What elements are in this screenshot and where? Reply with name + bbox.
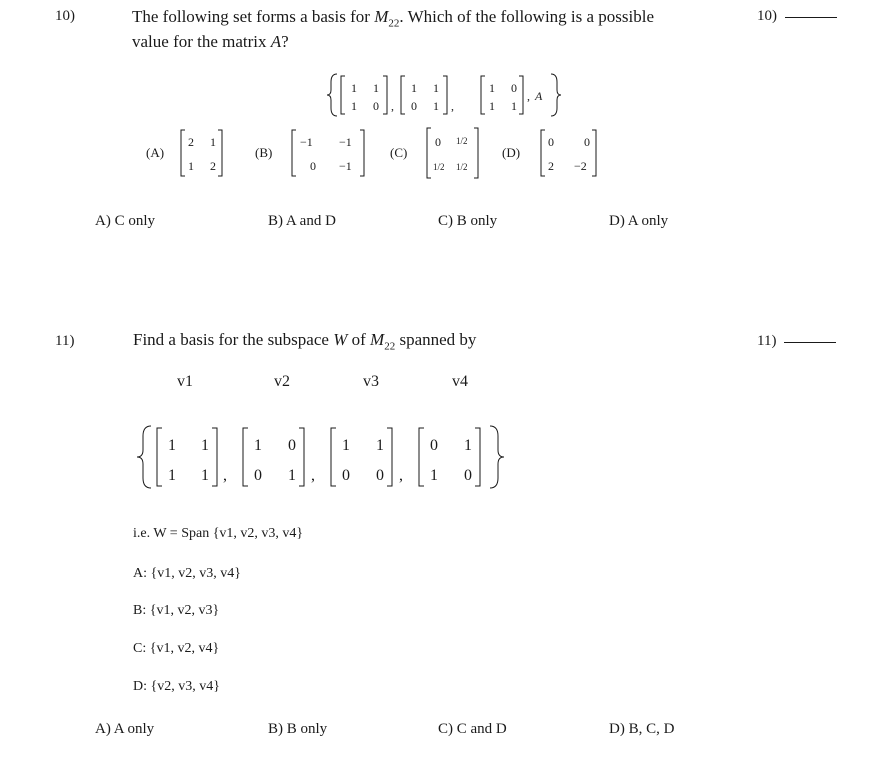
svg-text:1: 1 [188, 159, 194, 173]
svg-text:−2: −2 [574, 159, 587, 173]
q11-subset-a: A: {v1, v2, v3, v4} [133, 566, 241, 581]
q11-choice-b[interactable]: B) B only [268, 721, 328, 737]
svg-text:1: 1 [168, 437, 176, 454]
label-v1: v1 [177, 373, 193, 390]
svg-text:1: 1 [201, 437, 209, 454]
q10-basis-set [325, 70, 575, 120]
svg-text:0: 0 [430, 437, 438, 454]
svg-text:1/2: 1/2 [433, 162, 445, 172]
matrix-v1 [157, 428, 217, 486]
svg-text:,: , [391, 99, 394, 113]
svg-text:1/2: 1/2 [456, 136, 468, 146]
svg-text:1: 1 [373, 81, 379, 95]
svg-text:1: 1 [254, 437, 262, 454]
svg-text:0: 0 [584, 135, 590, 149]
label-v3: v3 [363, 373, 379, 390]
svg-text:1: 1 [489, 81, 495, 95]
label-v4: v4 [452, 373, 468, 390]
basis-matrix-1 [341, 76, 387, 114]
q11-number: 11) [55, 333, 75, 349]
svg-text:(C): (C) [390, 145, 408, 160]
q11-choice-d[interactable]: D) B, C, D [609, 721, 675, 737]
svg-text:1: 1 [342, 437, 350, 454]
svg-text:0: 0 [376, 467, 384, 484]
svg-text:0: 0 [310, 159, 316, 173]
svg-text:0: 0 [435, 135, 441, 149]
svg-text:1: 1 [201, 467, 209, 484]
svg-text:−1: −1 [339, 159, 352, 173]
svg-text:1: 1 [489, 99, 495, 113]
svg-text:0: 0 [373, 99, 379, 113]
svg-text:2: 2 [548, 159, 554, 173]
q10-options-row [140, 122, 610, 182]
q10-choice-b[interactable]: B) A and D [268, 213, 336, 229]
q10-choice-d[interactable]: D) A only [609, 213, 669, 229]
q11-choice-a[interactable]: A) A only [95, 721, 155, 737]
svg-text:2: 2 [210, 159, 216, 173]
q11-subset-d: D: {v2, v3, v4} [133, 679, 220, 694]
q11-spanning-set [135, 420, 530, 495]
svg-text:(B): (B) [255, 145, 273, 160]
q10-choice-c[interactable]: C) B only [438, 213, 498, 229]
q10-question-line2: value for the matrix A? [132, 32, 289, 51]
basis-matrix-3 [481, 76, 523, 114]
q10-answer-line[interactable]: 10) [757, 8, 837, 25]
svg-text:0: 0 [511, 81, 517, 95]
q11-subset-c: C: {v1, v2, v4} [133, 641, 220, 656]
svg-text:2: 2 [188, 135, 194, 149]
svg-text:0: 0 [342, 467, 350, 484]
svg-text:1: 1 [376, 437, 384, 454]
svg-text:1: 1 [511, 99, 517, 113]
svg-text:,: , [451, 99, 454, 113]
basis-matrix-2 [401, 76, 447, 114]
svg-text:0: 0 [288, 437, 296, 454]
svg-text:1: 1 [351, 81, 357, 95]
svg-text:(A): (A) [146, 145, 165, 160]
svg-text:−1: −1 [339, 135, 352, 149]
svg-text:,: , [527, 89, 530, 103]
label-v2: v2 [274, 373, 290, 390]
svg-text:−1: −1 [300, 135, 313, 149]
q10-choice-a[interactable]: A) C only [95, 213, 155, 229]
svg-text:1: 1 [210, 135, 216, 149]
svg-text:1/2: 1/2 [456, 162, 468, 172]
svg-text:(D): (D) [502, 145, 521, 160]
svg-text:0: 0 [548, 135, 554, 149]
q11-choice-c[interactable]: C) C and D [438, 721, 507, 737]
q11-answer-line[interactable]: 11) [757, 333, 836, 350]
matrix-v2 [243, 428, 304, 486]
q11-ie-line: i.e. W = Span {v1, v2, v3, v4} [133, 526, 304, 541]
option-a-matrix [146, 130, 222, 176]
svg-text:0: 0 [254, 467, 262, 484]
matrix-v4 [419, 428, 480, 486]
q10-question-line1: The following set forms a basis for $M_{22}$. Which of the following is a possible [132, 7, 655, 30]
svg-text:1: 1 [433, 99, 439, 113]
option-c-matrix [390, 128, 478, 178]
svg-text:1: 1 [433, 81, 439, 95]
svg-text:1: 1 [464, 437, 472, 454]
matrix-v3 [331, 428, 392, 486]
svg-text:0: 0 [464, 467, 472, 484]
q11-subset-b: B: {v1, v2, v3} [133, 603, 220, 618]
svg-text:,: , [399, 467, 403, 484]
svg-text:1: 1 [430, 467, 438, 484]
q10-number: 10) [55, 8, 75, 24]
svg-text:1: 1 [411, 81, 417, 95]
svg-text:1: 1 [288, 467, 296, 484]
svg-text:0: 0 [411, 99, 417, 113]
svg-text:,: , [223, 467, 227, 484]
basis-matrix-A: A [535, 89, 543, 103]
option-d-matrix [502, 130, 596, 176]
svg-text:1: 1 [351, 99, 357, 113]
option-b-matrix [255, 130, 364, 176]
q11-question: Find a basis for the subspace W of $M_{22}$ spanned by [133, 330, 477, 353]
svg-text:1: 1 [168, 467, 176, 484]
svg-text:,: , [311, 467, 315, 484]
